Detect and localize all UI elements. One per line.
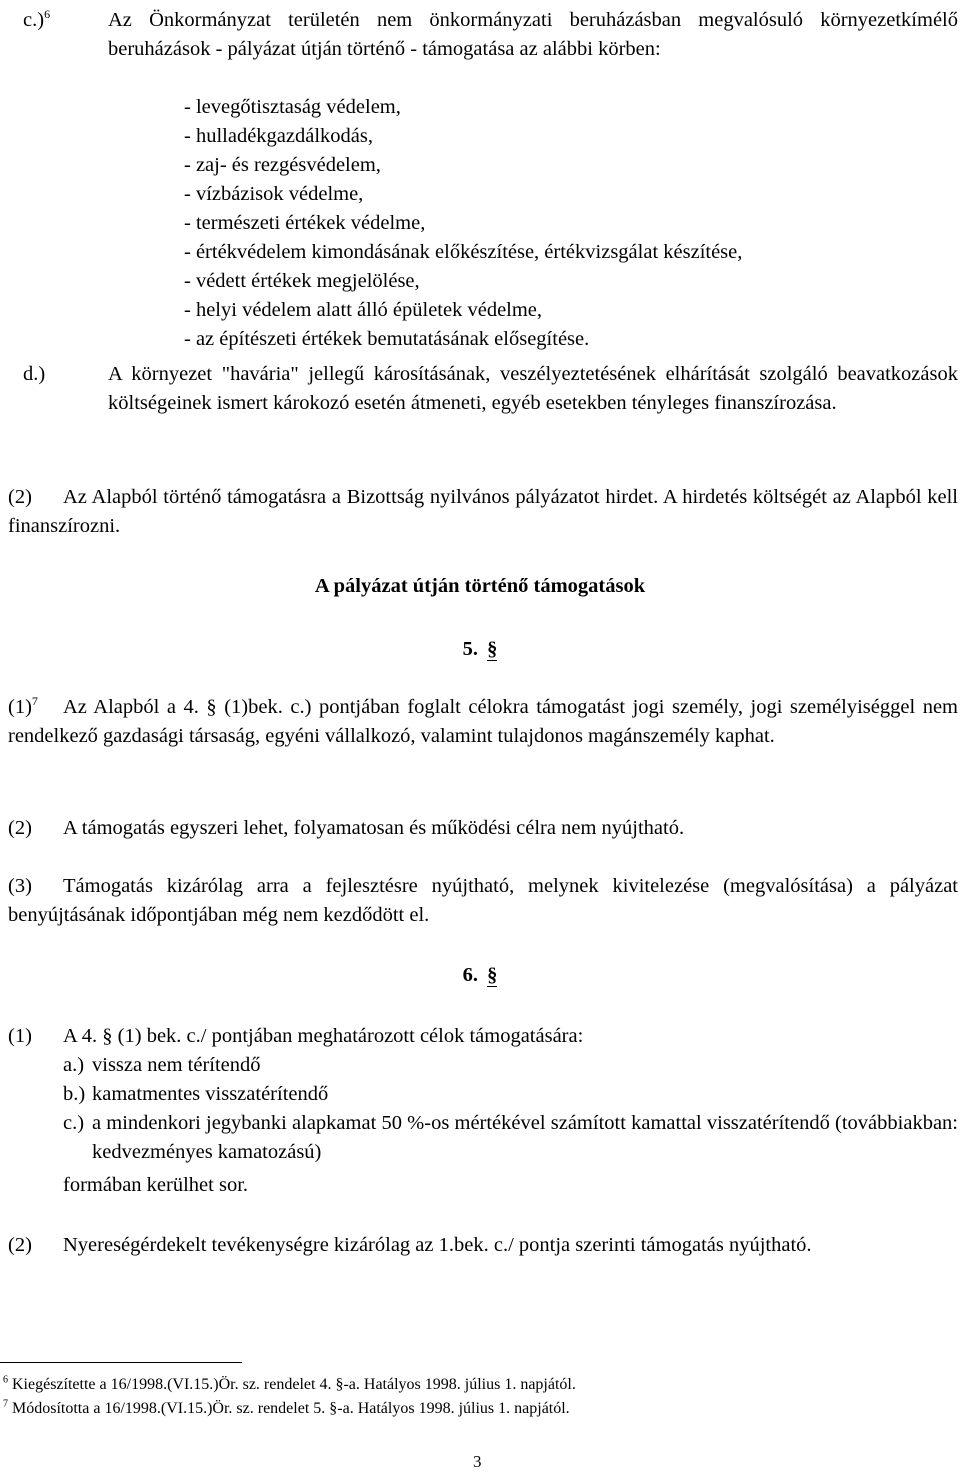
s5-p3-label: (3) bbox=[8, 875, 32, 897]
paragraph-symbol: § bbox=[487, 964, 498, 986]
para-c-text: Az Önkormányzat területén nem önkormányzati beruházásban megvalósuló környezetkímélő beruházások - pályázat útján történő - támogatása az alábbi körben: bbox=[108, 9, 958, 60]
para-d-label: d.) bbox=[23, 363, 46, 385]
list-item: - értékvédelem kimondásának előkészítése, értékvizsgálat készítése, bbox=[184, 241, 743, 263]
list-item: - hulladékgazdálkodás, bbox=[184, 125, 373, 147]
s6-item-a-text: vissza nem térítendő bbox=[92, 1054, 261, 1076]
s6-p2-label: (2) bbox=[8, 1234, 32, 1256]
s5-p2-label: (2) bbox=[8, 817, 32, 839]
s6-p2-text bbox=[8, 1231, 958, 1260]
list-item: - zaj- és rezgésvédelem, bbox=[184, 154, 381, 176]
list-item: - az építészeti értékek bemutatásának elősegítése. bbox=[184, 328, 590, 350]
para-2-body: Az Alapból történő támogatásra a Bizottság nyilvános pályázatot hirdet. A hirdetés költségét az Alapból kell finanszírozni. bbox=[8, 486, 958, 537]
s6-item-b-text: kamatmentes visszatérítendő bbox=[92, 1083, 329, 1105]
footnote-6: $^6$ Kiegészítette a 16/1998.(VI.15.)Ör. sz. rendelet 4. §-a. Hatályos 1998. július 1. napjától. bbox=[3, 1374, 576, 1393]
list-item: - levegőtisztaság védelem, bbox=[184, 96, 401, 118]
para-c-label: c.)$^6$ bbox=[23, 7, 51, 31]
s5-p3-text bbox=[8, 872, 958, 930]
s5-p1-label: $(1)^7$ bbox=[8, 694, 38, 718]
para-d-text: A környezet "havária" jellegű károsításának, veszélyeztetésének elhárítását szolgáló beavatkozások költségeinek ismert károkozó esetén átmeneti, egyéb esetekben tényleges finanszírozása. bbox=[108, 363, 958, 414]
footnote-separator bbox=[0, 1362, 242, 1363]
s5-p3-body: Támogatás kizárólag arra a fejlesztésre nyújtható, melynek kivitelezése (megvalósítása) a pályázat benyújtásának időpontjában még nem kezdődött el. bbox=[8, 875, 958, 926]
page-number: 3 bbox=[473, 1452, 482, 1471]
s6-p1-tail: formában kerülhet sor. bbox=[63, 1174, 249, 1196]
s6-item-a-label: a.) bbox=[63, 1054, 85, 1076]
footnote-7: $^7$ Módosította a 16/1998.(VI.15.)Ör. sz. rendelet 5. §-a. Hatályos 1998. július 1. napjától. bbox=[3, 1398, 570, 1417]
list-item: - vízbázisok védelme, bbox=[184, 183, 364, 205]
list-item: - védett értékek megjelölése, bbox=[184, 270, 420, 292]
footnote-ref-6: 6 bbox=[44, 7, 51, 22]
paragraph-symbol: § bbox=[487, 638, 498, 660]
s6-item-b-label: b.) bbox=[63, 1083, 86, 1105]
s6-p1-text: A 4. § (1) bek. c./ pontjában meghatározott célok támogatására: bbox=[63, 1025, 584, 1047]
s6-item-c-text: a mindenkori jegybanki alapkamat 50 %-os mértékével számított kamattal visszatérítendő (továbbiakban: kedvezményes kamatozású) bbox=[92, 1112, 958, 1163]
s6-p2-body: Nyereségérdekelt tevékenységre kizárólag az 1.bek. c./ pontja szerinti támogatás nyújtható. bbox=[63, 1234, 812, 1256]
section-heading: A pályázat útján történő támogatások bbox=[314, 575, 646, 597]
section-5-title: 5. § bbox=[462, 638, 498, 660]
section-6-title: 6. § bbox=[462, 964, 498, 986]
list-item: - természeti értékek védelme, bbox=[184, 212, 426, 234]
para-2-text bbox=[8, 483, 958, 541]
s6-item-c-label: c.) bbox=[63, 1112, 85, 1134]
s5-p1-body: Az Alapból a 4. § (1)bek. c.) pontjában foglalt célokra támogatást jogi személy, jogi személyiséggel nem rendelkező gazdasági társaság, egyéni vállalkozó, valamint tulajdonos magánszemély kaphat. bbox=[8, 696, 958, 747]
footnote-ref-7: 7 bbox=[31, 694, 38, 709]
list-item: - helyi védelem alatt álló épületek védelme, bbox=[184, 299, 543, 321]
s5-p1-text bbox=[8, 693, 958, 751]
s6-p1-label: (1) bbox=[8, 1025, 32, 1047]
s5-p2-text: A támogatás egyszeri lehet, folyamatosan és működési célra nem nyújtható. bbox=[63, 817, 685, 839]
para-2-label: (2) bbox=[8, 486, 32, 508]
